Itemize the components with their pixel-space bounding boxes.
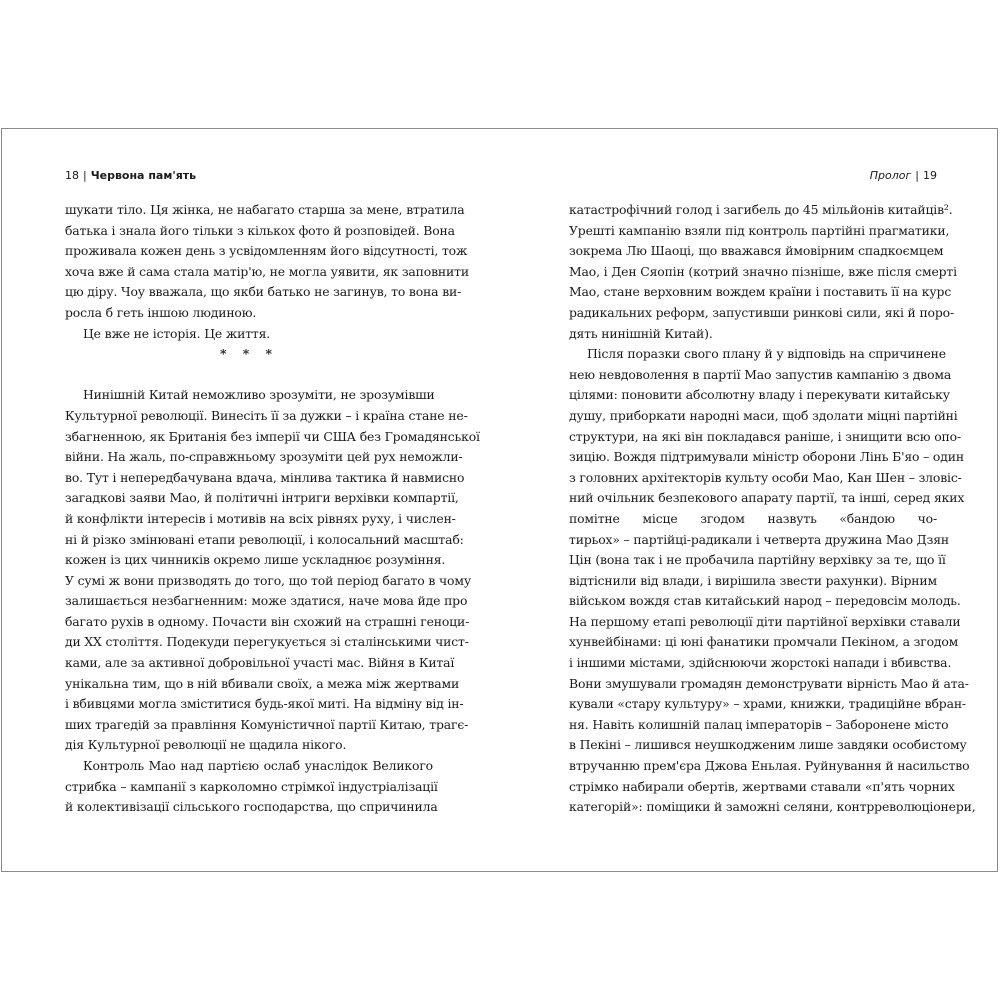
text-line: й конфлікти інтересів і мотивів на всіх рівнях руху, і числен-: [65, 510, 456, 526]
text-line: На першому етапі революції діти партійної верхівки ставали: [569, 613, 961, 629]
text-line: категорій»: поміщики й заможні селяни, контрреволюціонери,: [569, 799, 976, 815]
text-line: кожен із цих чинників окремо лише ускладнює розуміння.: [65, 552, 446, 568]
text-line: зицію. Вождя підтримували міністр оборони Лінь Б'яо – один: [569, 449, 964, 465]
text-line: і вбивцями могла зміститися будь-якої миті. На відміну від ін-: [65, 696, 464, 712]
text-line: тирьох» – партійці-радикали і четверта дружина Мао Дзян: [569, 531, 949, 547]
text-line: ний очільник безпекового апарату партії, та інші, серед яких: [569, 490, 965, 506]
text-line: стрімко набирали обертів, жертвами ставали «п'ять чорних: [569, 778, 955, 794]
text-line: Мао, стане верховним вождем країни і поставить її на курс: [569, 284, 952, 300]
text-line: Цін (вона так і не пробачила партійну верхівку за те, що її: [569, 552, 946, 568]
text-line: зокрема Лю Шаоці, що вважався ймовірним спадкоємцем: [569, 243, 944, 259]
text-line: ні й різко змінювані етапи революції, і колосальний масштаб:: [65, 531, 464, 547]
text-line: дять нинішній Китай).: [569, 325, 713, 341]
text-line: Нинішній Китай неможливо зрозуміти, не зрозумівши: [83, 387, 435, 403]
text-line: з головних архітекторів культу особи Мао, Кан Шен – зловіс-: [569, 469, 962, 485]
text-line: радикальних реформ, запустивши ринкові сили, які й поро-: [569, 304, 954, 320]
left-page-header: [65, 169, 433, 185]
text-line: проживала кожен день з усвідомленням його відсутності, тож: [65, 243, 468, 259]
text-line: батька і знала його тільки з кількох фото й розповідей. Вона: [65, 222, 455, 238]
text-line: во. Тут і непередбачувана вдача, мінлива тактика й навмисно: [65, 469, 465, 485]
text-line: Урешті кампанію взяли під контроль партійні прагматики,: [569, 222, 950, 238]
text-line: ди XX століття. Подекуди перегукується зі сталінськими чист-: [65, 634, 469, 650]
blank-line: [65, 365, 433, 386]
left-running-head: Червона пам'ять: [90, 169, 197, 182]
right-page-body: [569, 200, 976, 818]
text-line: втручанню прем'єра Джова Еньлая. Руйнування й насильство: [569, 758, 970, 774]
text-line: структури, на які він покладався раніше, і знищити всю опо-: [569, 428, 961, 444]
text-line: ками, але за активної добровільної участі мас. Війня в Китаї: [65, 655, 455, 671]
section-break: * * *: [219, 346, 279, 362]
text-line: Культурної революції. Винесіть її за дужки – і країна стане не-: [65, 407, 468, 423]
text-line: унікальна тим, що в ній вбивали своїх, а межа між жертвами: [65, 675, 460, 691]
text-line: цілями: поновити абсолютну владу і перекувати китайську: [569, 387, 950, 403]
text-line: ших трагедій за правління Комуністичної партії Китаю, трагє-: [65, 716, 469, 732]
text-line: Після поразки свого плану й у відповідь на спричинене: [587, 346, 946, 362]
text-line: залишається незбагненним: може здатися, наче мова йде про: [65, 593, 468, 609]
left-page-number: 18: [65, 169, 79, 182]
text-line: війни. На жаль, по-справжньому зрозуміти цей рух неможли-: [65, 449, 463, 465]
book-spread: [1, 128, 998, 872]
text-line: і іншими містами, здійснюючи жорстокі напади і вбивства.: [569, 655, 952, 671]
right-page-number: 19: [923, 169, 937, 182]
text-line: ня. Навіть колишній палац імператорів – Заборонене місто: [569, 716, 949, 732]
text-line: військом вождя став китайський народ – передовсім молодь.: [569, 593, 961, 609]
right-running-head: Пролог: [869, 169, 912, 182]
text-line: хунвейбінами: ці юні фанатики промчали Пекіном, а згодом: [569, 634, 959, 650]
text-line: й колективізації сільського господарства, що спричинила: [65, 799, 438, 815]
text-line: душу, приборкати народні маси, щоб здолати міцні партійні: [569, 407, 958, 423]
text-line: Це вже не історія. Це життя.: [83, 325, 271, 341]
text-line: цю діру. Чоу вважала, що якби батько не загинув, то вона ви-: [65, 284, 462, 300]
text-line: шукати тіло. Ця жінка, не набагато старша за мене, втратила: [65, 202, 465, 217]
left-page-body: [65, 200, 480, 818]
text-line: катастрофічний голод і загибель до 45 мільйонів китайців².: [569, 202, 953, 217]
text-line: Контроль Мао над партією ослаб унаслідок Великого: [83, 758, 433, 774]
text-line: відтіснили від влади, і вирішила звести рахунки). Вірним: [569, 572, 937, 588]
text-line: багато рухів в одному. Почасти він схожий на страшні геноци-: [65, 613, 470, 629]
text-line: стрибка – кампанії з карколомно стрімкої індустріалізації: [65, 778, 438, 794]
text-line: кували «стару культуру» – храми, книжки, традиційне вбран-: [569, 696, 966, 712]
text-line: хоча вже й сама стала матір'ю, не могла уявити, як заповнити: [65, 263, 469, 279]
header-separator: |: [83, 169, 87, 182]
text-line: У сумі ж вони призводять до того, що той період багато в чому: [65, 572, 471, 588]
text-line: дія Культурної революції не щадила нікого.: [65, 737, 347, 753]
text-line: Мао, і Ден Сяопін (котрий значно пізніше, вже після смерті: [569, 263, 957, 279]
text-line: росла б геть іншою людиною.: [65, 304, 257, 320]
header-separator: |: [915, 169, 919, 182]
text-line: збагненною, як Британія без імперії чи США без Громадянської: [65, 428, 480, 444]
right-page-header: [569, 169, 937, 185]
text-line: помітне місце згодом назвуть «бандою чо-: [569, 510, 937, 526]
text-line: в Пекіні – лишився неушкодженим лише завдяки особистому: [569, 737, 967, 753]
text-line: загадкові заяви Мао, й політичні інтриги верхівки компартії,: [65, 490, 459, 506]
text-line: Вони змушували громадян демонструвати вірність Мао й ата-: [569, 675, 969, 691]
text-line: нею невдоволення в партії Мао запустив кампанію з двома: [569, 366, 952, 382]
